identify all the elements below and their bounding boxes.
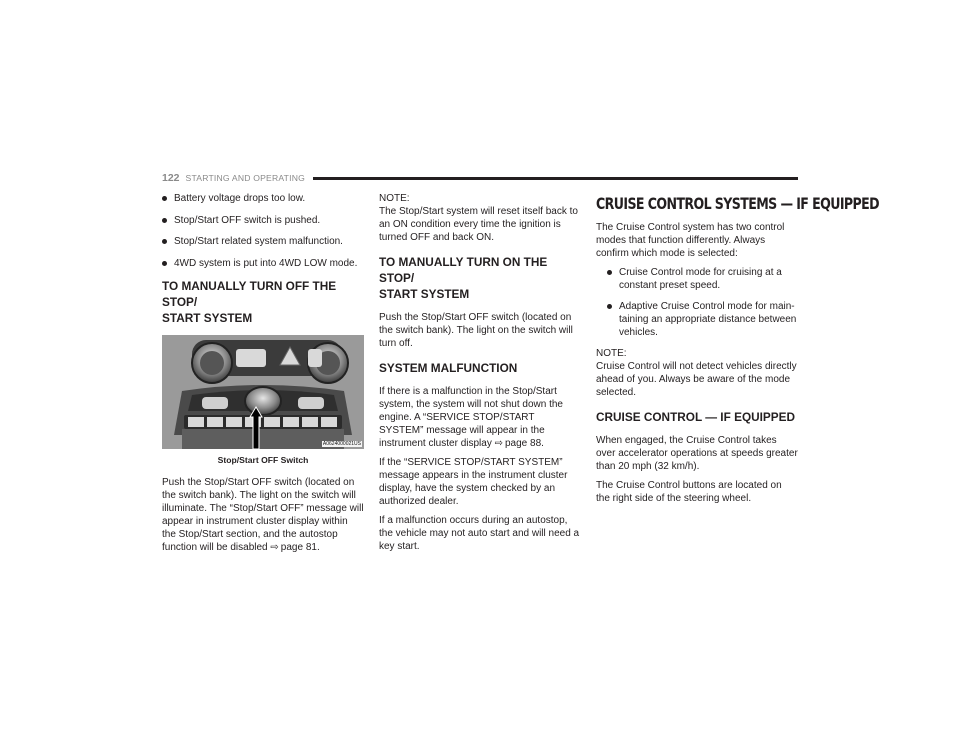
section-title: STARTING AND OPERATING <box>185 173 306 183</box>
note-label: NOTE: <box>596 348 627 359</box>
bullet-item: Stop/Start OFF switch is pushed. <box>162 214 364 227</box>
paragraph: The Cruise Control buttons are located on the right side of the steering wheel. <box>596 480 782 504</box>
page-header <box>162 171 798 185</box>
heading-cruise-control: CRUISE CONTROL — IF EQUIPPED <box>596 410 796 424</box>
bullet-item: Battery voltage drops too low. <box>162 192 364 205</box>
bullet-item: Adaptive Cruise Control mode for main-taining an appropriate distance between vehicles. <box>596 300 798 339</box>
heading-line: START SYSTEM <box>379 287 470 301</box>
paragraph <box>162 476 364 554</box>
paragraph: If a malfunction occurs during an autostop, the vehicle may not auto start and will need a key start. <box>379 515 580 552</box>
heading-line: TO MANUALLY TURN ON THE STOP/ <box>379 255 548 285</box>
paragraph <box>379 385 581 450</box>
note-label: NOTE: <box>379 193 410 204</box>
figure-caption: Stop/Start OFF Switch <box>217 455 309 465</box>
switch-bank-photo <box>162 335 364 449</box>
column-right <box>596 192 880 511</box>
note-text: The Stop/Start system will reset itself back to an ON condition every time the ignition is turned OFF and back ON. <box>379 206 578 243</box>
heading-turn-off <box>162 278 364 326</box>
bullet-item: Cruise Control mode for cruising at a constant preset speed. <box>596 266 798 292</box>
heading-line: START SYSTEM <box>162 311 253 325</box>
column-left <box>162 192 364 560</box>
paragraph: Push the Stop/Start OFF switch (located on the switch bank). The light on the switch will turn off. <box>379 312 573 349</box>
paragraph: The Cruise Control system has two control modes that function differently. Always confirm which mode is selected: <box>596 222 785 259</box>
figure-code: A0624000021US <box>322 441 361 447</box>
paragraph: When engaged, the Cruise Control takes over accelerator operations at speeds greater than 20 mph (32 km/h). <box>596 435 798 472</box>
heading-turn-on <box>379 254 581 302</box>
page-reference-link[interactable]: ⇨ page 88. <box>495 438 544 449</box>
note-text: Cruise Control will not detect vehicles directly ahead of you. Always be aware of the mode selected. <box>596 361 797 398</box>
page-number: 122 <box>162 172 180 184</box>
paragraph-text: Push the Stop/Start OFF switch (located on the switch bank). The light on the switch will illuminate. The “Stop/Start OFF” message will appear in instrument cluster display within the Stop/Start section, and the autostop function will be disabled <box>162 477 364 553</box>
bullet-item: 4WD system is put into 4WD LOW mode. <box>162 257 364 270</box>
paragraph-text: If there is a malfunction in the Stop/Start system, the system will not shut down the engine. A “SERVICE STOP/START SYSTEM” message will appear in the instrument cluster display <box>379 386 563 449</box>
section-heading-cruise-control-systems: CRUISE CONTROL SYSTEMS — IF EQUIPPED <box>596 193 880 213</box>
header-rule <box>313 177 798 180</box>
heading-system-malfunction: SYSTEM MALFUNCTION <box>379 361 518 375</box>
page-reference-link[interactable]: ⇨ page 81. <box>270 542 319 553</box>
switch-bank-illustration <box>162 335 364 449</box>
paragraph: If the “SERVICE STOP/START SYSTEM” message appears in the instrument cluster display, have the system checked by an authorized dealer. <box>379 457 568 507</box>
bullet-item: Stop/Start related system malfunction. <box>162 235 364 248</box>
heading-line: TO MANUALLY TURN OFF THE STOP/ <box>162 279 337 309</box>
column-middle <box>379 192 581 559</box>
